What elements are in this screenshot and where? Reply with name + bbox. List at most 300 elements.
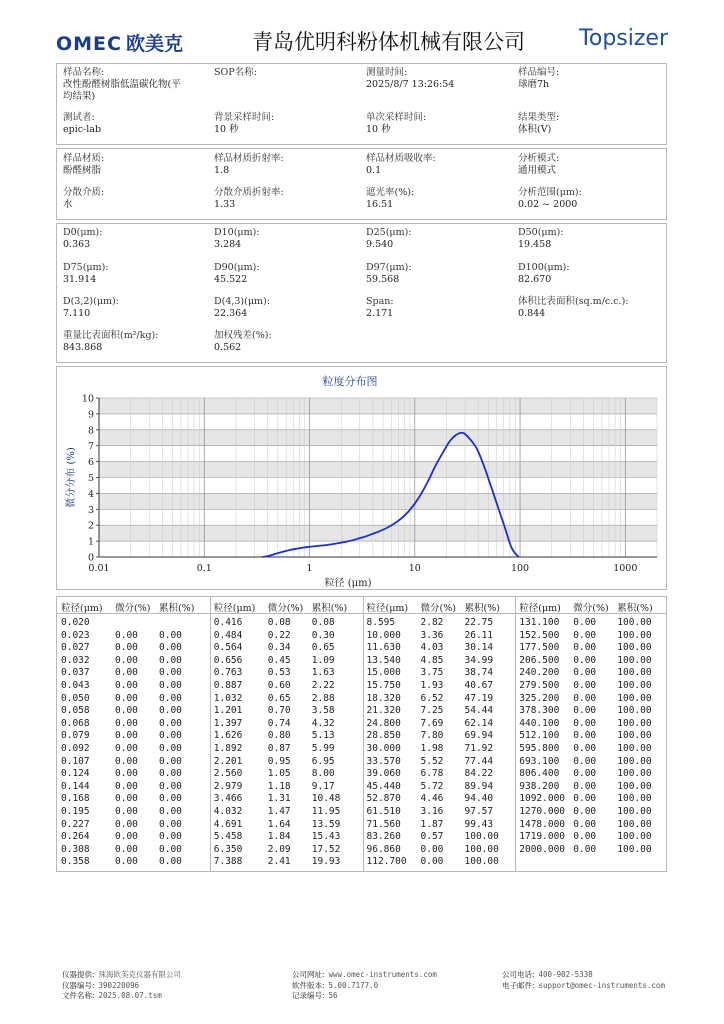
footer-label: 公司电话: xyxy=(502,970,535,979)
sample-value: 体积(V) xyxy=(518,124,552,135)
sample-label: 样品编号: xyxy=(518,67,560,78)
material-value: 水 xyxy=(63,199,73,210)
table-cell: 131.100 xyxy=(519,617,560,628)
table-cell: 100.00 xyxy=(464,843,499,855)
footer-value: support@omec-instruments.com xyxy=(538,980,665,990)
table-cell: 0.00 xyxy=(115,642,138,654)
table-row xyxy=(363,630,515,643)
table-cell: 0.00 xyxy=(573,743,597,754)
table-cell: 6.95 xyxy=(311,755,335,767)
table-cell: 8.595 xyxy=(366,617,396,628)
table-row xyxy=(210,680,362,693)
table-row xyxy=(515,693,667,706)
table-cell: 2.09 xyxy=(267,843,291,855)
table-cell: 0.00 xyxy=(115,755,138,767)
material-field xyxy=(366,187,414,211)
table-cell: 4.03 xyxy=(420,642,444,654)
table-cell: 71.92 xyxy=(464,743,494,754)
table-row xyxy=(57,693,209,706)
table-cell: 8.00 xyxy=(311,768,335,780)
x-axis-label: 粒径 (μm) xyxy=(324,578,372,589)
footer-item xyxy=(62,970,181,981)
table-cell: 1.93 xyxy=(420,680,444,691)
y-tick-label: 6 xyxy=(87,457,94,469)
result-field xyxy=(518,227,564,251)
table-row xyxy=(210,705,362,718)
table-cell: 1719.000 xyxy=(519,831,566,843)
footer-item xyxy=(502,981,665,992)
table-row xyxy=(363,617,515,630)
table-row xyxy=(515,756,667,769)
column-header: 粒径(μm) xyxy=(213,603,256,614)
result-value: 0.562 xyxy=(214,342,242,353)
table-row xyxy=(57,655,209,668)
table-header xyxy=(57,600,209,612)
table-row xyxy=(515,617,667,630)
table-cell: 100.00 xyxy=(617,629,652,641)
table-cell: 0.00 xyxy=(573,818,597,830)
footer-label: 记录编号: xyxy=(292,991,325,1000)
table-cell: 806.400 xyxy=(519,768,560,780)
table-cell: 0.00 xyxy=(573,629,597,641)
table-cell: 0.00 xyxy=(115,629,138,641)
table-cell: 0.34 xyxy=(267,642,291,654)
material-field xyxy=(63,187,104,211)
table-cell: 1.892 xyxy=(213,743,243,754)
table-row xyxy=(363,667,515,680)
table-cell: 4.032 xyxy=(213,806,243,817)
table-cell: 100.00 xyxy=(617,717,652,729)
footer-column xyxy=(62,970,181,1002)
table-cell: 1.18 xyxy=(267,780,291,792)
column-header: 累积(%) xyxy=(464,603,500,614)
table-cell: 0.037 xyxy=(61,667,90,679)
table-row xyxy=(210,793,362,806)
table-cell: 100.00 xyxy=(617,730,652,742)
table-cell: 0.00 xyxy=(115,806,138,817)
table-column-group xyxy=(363,597,515,871)
table-cell: 5.52 xyxy=(420,755,444,767)
table-cell: 1.31 xyxy=(267,793,291,805)
table-cell: 0.00 xyxy=(115,843,138,855)
table-cell: 18.320 xyxy=(366,692,401,704)
table-row xyxy=(515,642,667,655)
footer-label: 仪器编号: xyxy=(62,980,95,990)
table-row xyxy=(57,856,209,869)
table-cell: 0.763 xyxy=(213,667,243,679)
y-tick-label: 4 xyxy=(87,488,94,500)
sample-label: SOP名称: xyxy=(214,67,257,78)
company-name: 青岛优明科粉体机械有限公司 xyxy=(252,30,525,54)
table-cell: 100.00 xyxy=(617,617,652,628)
table-cell: 0.00 xyxy=(115,730,138,742)
table-cell: 0.00 xyxy=(573,717,597,729)
table-header xyxy=(363,600,515,612)
table-row xyxy=(57,642,209,655)
chart-band xyxy=(99,525,657,541)
table-cell: 0.227 xyxy=(61,818,90,830)
table-cell: 2.82 xyxy=(420,617,444,628)
table-cell: 22.75 xyxy=(464,617,494,628)
table-row xyxy=(363,768,515,781)
table-cell: 9.17 xyxy=(311,780,335,792)
x-tick-label: 1 xyxy=(306,563,313,574)
table-cell: 0.53 xyxy=(267,667,291,679)
table-cell: 0.80 xyxy=(267,730,291,742)
table-cell: 15.750 xyxy=(366,680,401,691)
table-cell: 152.500 xyxy=(519,629,560,641)
table-cell: 0.00 xyxy=(573,654,597,666)
result-field xyxy=(63,330,158,354)
result-value: 31.914 xyxy=(63,274,97,285)
table-cell: 0.195 xyxy=(61,806,90,817)
result-value: 22.364 xyxy=(214,308,248,319)
table-row xyxy=(57,718,209,731)
table-cell: 0.656 xyxy=(213,654,243,666)
footer-item xyxy=(292,970,437,981)
result-label: D25(μm): xyxy=(366,227,412,238)
table-cell: 7.80 xyxy=(420,730,444,742)
material-field xyxy=(518,187,582,211)
table-cell: 5.99 xyxy=(311,743,335,754)
table-cell: 3.16 xyxy=(420,806,444,817)
table-row xyxy=(515,680,667,693)
table-cell: 100.00 xyxy=(617,831,652,843)
table-cell: 0.60 xyxy=(267,680,291,691)
sample-value: 球磨7h xyxy=(518,79,550,90)
table-cell: 100.00 xyxy=(617,743,652,754)
table-cell: 0.050 xyxy=(61,692,90,704)
result-value: 2.171 xyxy=(366,308,394,319)
logo-cn-text: 欧美克 xyxy=(125,33,183,55)
table-cell: 69.94 xyxy=(464,730,494,742)
table-cell: 0.00 xyxy=(115,680,138,691)
table-cell: 0.00 xyxy=(115,654,138,666)
table-cell: 0.00 xyxy=(115,705,138,717)
table-row xyxy=(57,705,209,718)
table-row xyxy=(515,718,667,731)
table-row xyxy=(363,730,515,743)
table-cell: 0.00 xyxy=(573,806,597,817)
table-row xyxy=(515,667,667,680)
table-cell: 0.45 xyxy=(267,654,291,666)
table-row xyxy=(210,693,362,706)
table-cell: 94.40 xyxy=(464,793,494,805)
result-label: D(4,3)(μm): xyxy=(214,296,270,307)
table-cell: 4.46 xyxy=(420,793,444,805)
result-label: D10(μm): xyxy=(214,227,260,238)
table-cell: 33.570 xyxy=(366,755,401,767)
table-cell: 24.800 xyxy=(366,717,401,729)
table-cell: 21.320 xyxy=(366,705,401,717)
table-cell: 100.00 xyxy=(617,793,652,805)
table-cell: 40.67 xyxy=(464,680,494,691)
material-value: 1.8 xyxy=(214,165,230,176)
material-value: 酚醛树脂 xyxy=(63,165,102,176)
table-cell: 0.00 xyxy=(573,831,597,843)
table-header xyxy=(210,600,362,612)
result-label: D(3,2)(μm): xyxy=(63,296,119,307)
footer-item xyxy=(62,991,181,1002)
table-row xyxy=(57,793,209,806)
table-cell: 5.72 xyxy=(420,780,444,792)
table-row xyxy=(210,831,362,844)
table-cell: 0.00 xyxy=(159,806,182,817)
table-cell: 100.00 xyxy=(617,692,652,704)
table-cell: 1.397 xyxy=(213,717,243,729)
sample-field xyxy=(63,112,101,136)
table-cell: 0.144 xyxy=(61,780,90,792)
table-cell: 3.36 xyxy=(420,629,444,641)
table-cell: 10.48 xyxy=(311,793,341,805)
table-cell: 71.560 xyxy=(366,818,401,830)
y-tick-label: 3 xyxy=(87,504,94,516)
footer-value: 珠海欧美克仪器有限公司 xyxy=(98,970,182,979)
table-cell: 0.22 xyxy=(267,629,291,641)
table-cell: 0.00 xyxy=(115,818,138,830)
y-tick-label: 1 xyxy=(87,536,94,548)
table-cell: 0.564 xyxy=(213,642,243,654)
table-cell: 1270.000 xyxy=(519,806,566,817)
table-cell: 0.043 xyxy=(61,680,90,691)
table-row xyxy=(210,655,362,668)
table-cell: 7.25 xyxy=(420,705,444,717)
footer-value: www.omec-instruments.com xyxy=(328,970,437,979)
table-cell: 11.630 xyxy=(366,642,401,654)
table-cell: 11.95 xyxy=(311,806,341,817)
column-header: 微分(%) xyxy=(267,603,304,614)
table-cell: 15.43 xyxy=(311,831,341,843)
table-cell: 0.00 xyxy=(573,768,597,780)
table-row xyxy=(363,844,515,857)
table-cell: 0.70 xyxy=(267,705,291,717)
table-cell: 0.00 xyxy=(159,755,182,767)
column-header: 微分(%) xyxy=(420,603,456,614)
table-cell: 15.000 xyxy=(366,667,401,679)
table-column-group xyxy=(57,597,209,871)
table-cell: 83.260 xyxy=(366,831,401,843)
table-cell: 26.11 xyxy=(464,629,494,641)
result-value: 19.458 xyxy=(518,239,552,250)
result-value: 843.868 xyxy=(63,342,103,353)
table-cell: 0.00 xyxy=(115,743,138,754)
table-row xyxy=(515,806,667,819)
table-row xyxy=(210,743,362,756)
result-field xyxy=(366,262,412,286)
table-cell: 45.440 xyxy=(366,780,401,792)
table-cell: 0.65 xyxy=(311,642,335,654)
table-cell: 0.484 xyxy=(213,629,243,641)
chart-title: 粒度分布图 xyxy=(322,375,378,388)
table-cell: 0.00 xyxy=(115,793,138,805)
sample-value: 10 秒 xyxy=(366,124,391,135)
result-field xyxy=(366,296,394,320)
sample-value: 2025/8/7 13:26:54 xyxy=(366,79,455,90)
sample-label: 结果类型: xyxy=(518,112,560,123)
table-cell: 0.00 xyxy=(573,755,597,767)
chart-band xyxy=(99,398,657,414)
table-row xyxy=(363,856,515,869)
material-value: 通用模式 xyxy=(518,165,557,176)
table-row xyxy=(363,718,515,731)
table-row xyxy=(363,756,515,769)
result-field xyxy=(214,296,270,320)
result-label: 体积比表面积(sq.m/c.c.): xyxy=(518,296,629,307)
table-cell: 0.00 xyxy=(159,793,182,805)
sample-field xyxy=(214,112,274,136)
table-column-divider xyxy=(210,597,211,871)
table-cell: 52.870 xyxy=(366,793,401,805)
table-row xyxy=(210,756,362,769)
column-header: 微分(%) xyxy=(115,603,151,614)
footer-label: 软件版本: xyxy=(292,980,325,990)
table-cell: 693.100 xyxy=(519,755,560,767)
table-cell: 0.00 xyxy=(159,667,182,679)
table-column-group xyxy=(515,597,667,871)
table-row xyxy=(57,756,209,769)
table-cell: 0.079 xyxy=(61,730,90,742)
table-cell: 99.43 xyxy=(464,818,494,830)
material-value: 0.1 xyxy=(366,165,382,176)
table-row xyxy=(210,768,362,781)
footer-value: 5.00.7177.0 xyxy=(328,980,379,990)
result-value: 82.670 xyxy=(518,274,552,285)
report-header xyxy=(56,22,668,58)
chart-band xyxy=(99,430,657,446)
table-cell: 1.201 xyxy=(213,705,243,717)
table-cell: 0.30 xyxy=(311,629,335,641)
table-cell: 1.626 xyxy=(213,730,243,742)
table-cell: 1.98 xyxy=(420,743,444,754)
table-row xyxy=(57,680,209,693)
table-cell: 1.47 xyxy=(267,806,291,817)
table-row xyxy=(363,793,515,806)
material-label: 分析模式: xyxy=(518,153,560,164)
result-field xyxy=(366,227,412,251)
table-cell: 13.59 xyxy=(311,818,341,830)
table-cell: 1.09 xyxy=(311,654,335,666)
result-value: 9.540 xyxy=(366,239,394,250)
y-tick-label: 8 xyxy=(87,425,94,437)
table-cell: 0.00 xyxy=(159,692,182,704)
table-cell: 2000.000 xyxy=(519,843,566,855)
table-cell: 325.200 xyxy=(519,692,560,704)
table-cell: 100.00 xyxy=(617,667,652,679)
material-field xyxy=(366,153,436,177)
chart-band xyxy=(99,493,657,509)
result-value: 45.522 xyxy=(214,274,248,285)
table-cell: 112.700 xyxy=(366,856,407,868)
table-cell: 0.00 xyxy=(159,654,182,666)
sample-field xyxy=(366,67,454,91)
table-cell: 96.860 xyxy=(366,843,401,855)
table-cell: 28.850 xyxy=(366,730,401,742)
table-cell: 512.100 xyxy=(519,730,560,742)
material-label: 样品材质吸收率: xyxy=(366,153,436,164)
table-row xyxy=(515,781,667,794)
footer-value: 400-902-5338 xyxy=(538,970,593,979)
table-cell: 39.060 xyxy=(366,768,401,780)
table-cell: 0.00 xyxy=(573,617,597,628)
table-row xyxy=(57,617,209,630)
table-row xyxy=(363,806,515,819)
table-cell: 1.63 xyxy=(311,667,335,679)
table-cell: 0.00 xyxy=(159,642,182,654)
table-cell: 100.00 xyxy=(464,856,499,868)
omec-logo xyxy=(56,29,183,56)
table-cell: 0.00 xyxy=(159,680,182,691)
material-label: 样品材质: xyxy=(63,153,105,164)
table-cell: 100.00 xyxy=(617,642,652,654)
table-row xyxy=(515,844,667,857)
table-cell: 0.00 xyxy=(573,642,597,654)
result-field xyxy=(214,262,260,286)
footer-item xyxy=(502,970,665,981)
x-tick-label: 100 xyxy=(510,563,530,574)
results-box xyxy=(56,223,667,363)
footer-item xyxy=(292,981,437,992)
table-cell: 4.691 xyxy=(213,818,243,830)
table-cell: 0.020 xyxy=(61,617,90,628)
table-row xyxy=(210,781,362,794)
table-cell: 5.458 xyxy=(213,831,243,843)
sample-label: 样品名称: xyxy=(63,67,105,78)
table-cell: 0.00 xyxy=(573,843,597,855)
table-row xyxy=(210,617,362,630)
footer-label: 文件名称: xyxy=(62,991,95,1000)
material-field xyxy=(518,153,559,177)
y-axis-label: 微分分布 (%) xyxy=(66,447,77,508)
table-cell: 0.00 xyxy=(159,743,182,754)
result-label: D50(μm): xyxy=(518,227,564,238)
y-tick-label: 9 xyxy=(87,409,94,421)
table-cell: 97.57 xyxy=(464,806,494,817)
table-cell: 0.358 xyxy=(61,856,90,868)
table-cell: 100.00 xyxy=(617,818,652,830)
table-cell: 0.00 xyxy=(159,856,182,868)
table-cell: 10.000 xyxy=(366,629,401,641)
sample-field xyxy=(366,112,426,136)
footer-column xyxy=(502,970,665,991)
material-field xyxy=(63,153,104,177)
result-value: 0.363 xyxy=(63,239,91,250)
material-info-box xyxy=(56,148,667,220)
footer-value: 2025.08.07.tsm xyxy=(98,991,162,1000)
table-cell: 0.00 xyxy=(573,705,597,717)
footer-label: 公司网址: xyxy=(292,970,325,979)
result-field xyxy=(63,296,119,320)
table-cell: 100.00 xyxy=(617,680,652,691)
table-cell: 2.979 xyxy=(213,780,243,792)
logo-text: OMEC xyxy=(56,33,122,55)
table-cell: 0.95 xyxy=(267,755,291,767)
table-column-divider xyxy=(515,597,516,871)
table-cell: 0.00 xyxy=(573,780,597,792)
table-cell: 100.00 xyxy=(617,768,652,780)
sample-info-box xyxy=(56,63,667,145)
table-cell: 7.388 xyxy=(213,856,243,868)
table-cell: 30.14 xyxy=(464,642,494,654)
table-cell: 1.84 xyxy=(267,831,291,843)
table-cell: 0.00 xyxy=(159,818,182,830)
table-cell: 0.00 xyxy=(420,843,444,855)
table-cell: 0.168 xyxy=(61,793,90,805)
table-cell: 0.032 xyxy=(61,654,90,666)
footer-value: 56 xyxy=(328,991,338,1000)
column-header: 粒径(μm) xyxy=(366,603,409,614)
table-cell: 440.100 xyxy=(519,717,560,729)
material-field xyxy=(214,187,284,211)
